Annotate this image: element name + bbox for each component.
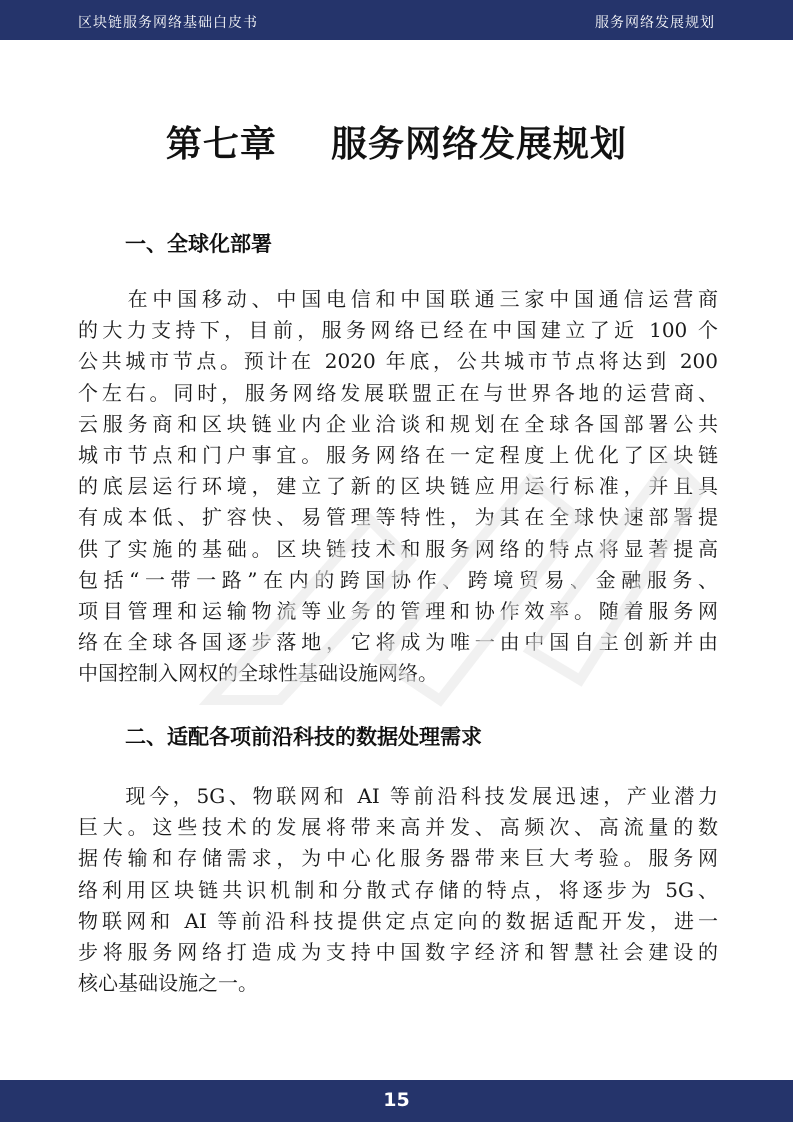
section-body-data-processing xyxy=(78,781,718,999)
paragraph-line: 个左右。同时，服务网络发展联盟正在与世界各地的运营商、 xyxy=(78,380,718,405)
header-chapter-title: 服务网络发展规划 xyxy=(595,15,715,31)
paragraph-line: 现今，5G、物联网和 AI 等前沿科技发展迅速，产业潜力 xyxy=(78,784,718,808)
header-document-title: 区块链服务网络基础白皮书 xyxy=(78,15,258,31)
paragraph-line: 据传输和存储需求，为中心化服务器带来巨大考验。服务网 xyxy=(78,846,718,871)
paragraph-line: 步将服务网络打造成为支持中国数字经济和智慧社会建设的 xyxy=(78,940,718,965)
paragraph-line: 的底层运行环境，建立了新的区块链应用运行标准，并且具 xyxy=(78,474,718,499)
paragraph-line: 有成本低、扩容快、易管理等特性，为其在全球快速部署提 xyxy=(78,505,718,530)
chapter-title: 第七章 服务网络发展规划 xyxy=(165,124,628,165)
section-body-global-deployment xyxy=(78,284,718,690)
footer-bar xyxy=(0,1080,793,1122)
paragraph-line: 络利用区块链共识机制和分散式存储的特点，将逐步为 5G、 xyxy=(78,877,718,902)
section-heading-global-deployment: 一、全球化部署 xyxy=(125,232,272,256)
paragraph-line: 包括“一带一路”在内的跨国协作、跨境贸易、金融服务、 xyxy=(78,567,718,592)
paragraph-line: 核心基础设施之一。 xyxy=(78,971,258,996)
paragraph-line: 项目管理和运输物流等业务的管理和协作效率。随着服务网 xyxy=(78,599,718,624)
page-number: 15 xyxy=(383,1089,410,1111)
paragraph-line: 在中国移动、中国电信和中国联通三家中国通信运营商 xyxy=(78,287,718,311)
paragraph-line: 络在全球各国逐步落地，它将成为唯一由中国自主创新并由 xyxy=(78,630,718,655)
paragraph-line: 云服务商和区块链业内企业洽谈和规划在全球各国部署公共 xyxy=(78,411,718,436)
header-bar xyxy=(0,0,793,40)
paragraph-line: 物联网和 AI 等前沿科技提供定点定向的数据适配开发，进一 xyxy=(78,908,718,933)
section-heading-data-processing: 二、适配各项前沿科技的数据处理需求 xyxy=(125,725,482,749)
paragraph-line: 公共城市节点。预计在 2020 年底，公共城市节点将达到 200 xyxy=(78,349,718,374)
paragraph-line: 的大力支持下，目前，服务网络已经在中国建立了近 100 个 xyxy=(78,318,718,343)
paragraph-line: 供了实施的基础。区块链技术和服务网络的特点将显著提高 xyxy=(78,536,718,561)
paragraph-line: 巨大。这些技术的发展将带来高并发、高频次、高流量的数 xyxy=(78,815,718,840)
paragraph-line: 城市节点和门户事宜。服务网络在一定程度上优化了区块链 xyxy=(78,443,718,468)
paragraph-line: 中国控制入网权的全球性基础设施网络。 xyxy=(78,661,438,686)
